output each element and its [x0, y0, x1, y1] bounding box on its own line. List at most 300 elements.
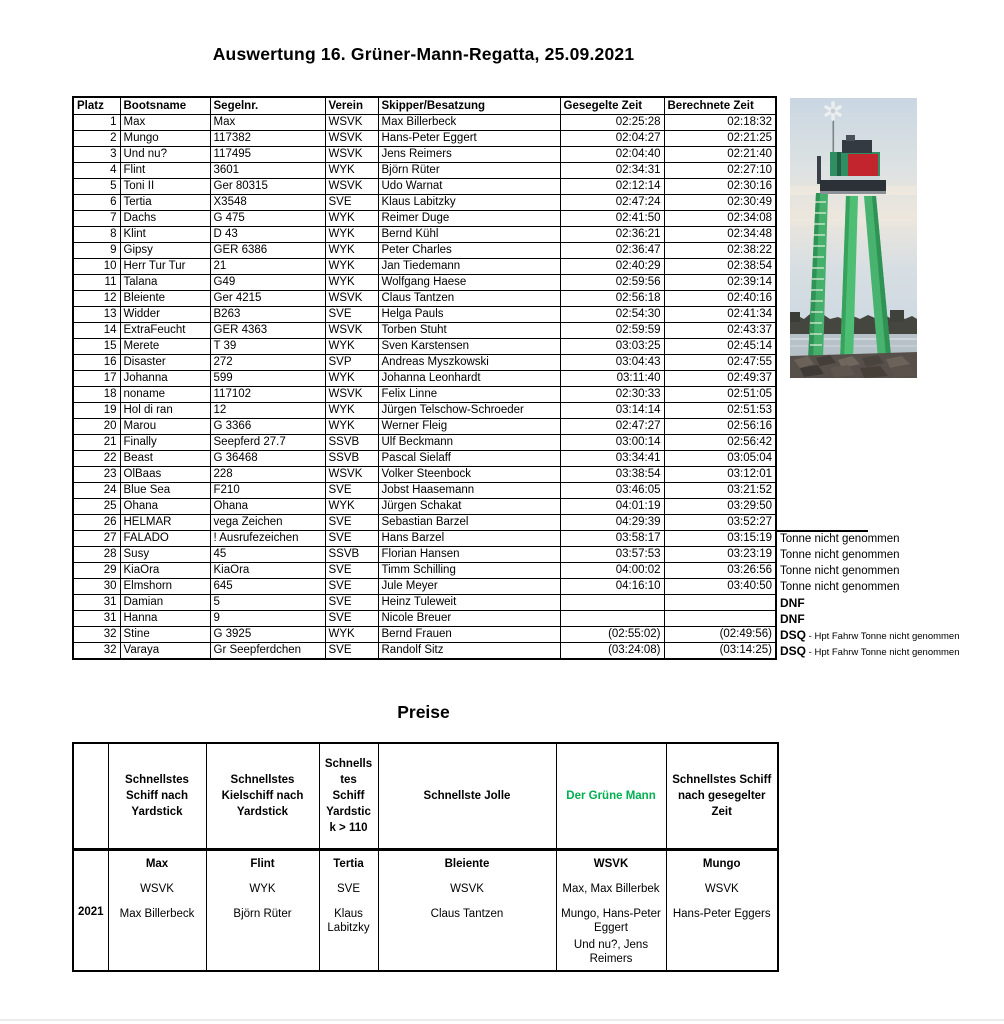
result-cell-boot: Blue Sea	[120, 483, 210, 499]
prize-line: WYK	[249, 883, 276, 895]
result-cell-gz: 03:04:43	[560, 355, 664, 371]
result-cell-segel: GER 4363	[210, 323, 325, 339]
result-row	[73, 387, 776, 403]
result-cell-bz: 02:40:16	[664, 291, 776, 307]
result-row	[73, 371, 776, 387]
result-cell-skipper: Heinz Tuleweit	[378, 595, 560, 611]
result-row	[73, 195, 776, 211]
result-cell-segel: T 39	[210, 339, 325, 355]
result-note	[780, 579, 900, 595]
result-cell-platz: 14	[73, 323, 120, 339]
results-header-cell: Verein	[325, 97, 378, 115]
result-cell-boot: Flint	[120, 163, 210, 179]
result-row	[73, 611, 776, 627]
prize-line: Max Billerbeck	[119, 908, 195, 920]
result-cell-bz: 03:05:04	[664, 451, 776, 467]
result-note-text: - Hpt Fahrw Tonne nicht genommen	[806, 630, 960, 642]
result-cell-segel: GER 6386	[210, 243, 325, 259]
result-cell-boot: Varaya	[120, 643, 210, 660]
result-cell-platz: 16	[73, 355, 120, 371]
result-cell-platz: 27	[73, 531, 120, 547]
result-cell-boot: Mungo	[120, 131, 210, 147]
result-cell-boot: Dachs	[120, 211, 210, 227]
prize-line: WSVK	[450, 883, 484, 895]
result-note-code: DSQ	[780, 627, 807, 642]
result-cell-verein: WYK	[325, 275, 378, 291]
results-header-cell: Skipper/Besatzung	[378, 97, 560, 115]
result-cell-skipper: Max Billerbeck	[378, 115, 560, 131]
result-note-text: Tonne nicht genommen	[780, 580, 900, 593]
result-row	[73, 499, 776, 515]
result-cell-platz: 3	[73, 147, 120, 163]
result-cell-verein: SVE	[325, 563, 378, 579]
result-cell-segel: Ger 80315	[210, 179, 325, 195]
result-cell-verein: WYK	[325, 259, 378, 275]
result-cell-platz: 28	[73, 547, 120, 563]
result-row	[73, 531, 776, 547]
result-row	[73, 419, 776, 435]
result-cell-segel: Max	[210, 115, 325, 131]
result-row	[73, 275, 776, 291]
result-cell-gz: 03:57:53	[560, 547, 664, 563]
result-cell-segel: vega Zeichen	[210, 515, 325, 531]
result-row	[73, 163, 776, 179]
prize-line: Max	[145, 858, 169, 870]
result-cell-bz: 02:56:16	[664, 419, 776, 435]
prize-line: Bleiente	[444, 858, 490, 870]
result-cell-boot: Marou	[120, 419, 210, 435]
result-row	[73, 339, 776, 355]
prize-line: Flint	[250, 858, 275, 870]
prizes-data-row	[73, 850, 778, 972]
result-cell-bz: 03:23:19	[664, 547, 776, 563]
result-cell-platz: 25	[73, 499, 120, 515]
result-cell-bz: 02:38:22	[664, 243, 776, 259]
result-row	[73, 595, 776, 611]
result-cell-verein: WYK	[325, 403, 378, 419]
result-cell-boot: Stine	[120, 627, 210, 643]
result-note-text: Tonne nicht genommen	[780, 548, 900, 561]
result-cell-verein: WYK	[325, 419, 378, 435]
result-cell-segel: D 43	[210, 227, 325, 243]
result-cell-segel: ! Ausrufezeichen	[210, 531, 325, 547]
result-cell-skipper: Johanna Leonhardt	[378, 371, 560, 387]
result-row	[73, 307, 776, 323]
result-cell-boot: Talana	[120, 275, 210, 291]
result-cell-gz: (02:55:02)	[560, 627, 664, 643]
result-cell-gz: 02:36:21	[560, 227, 664, 243]
result-cell-verein: SSVB	[325, 435, 378, 451]
result-cell-platz: 2	[73, 131, 120, 147]
result-cell-skipper: Klaus Labitzky	[378, 195, 560, 211]
result-cell-platz: 22	[73, 451, 120, 467]
result-cell-segel: 5	[210, 595, 325, 611]
result-cell-platz: 13	[73, 307, 120, 323]
result-cell-platz: 11	[73, 275, 120, 291]
result-cell-gz: 04:29:39	[560, 515, 664, 531]
result-cell-bz: 02:49:37	[664, 371, 776, 387]
result-cell-segel: 272	[210, 355, 325, 371]
prize-line: SVE	[336, 883, 360, 895]
result-cell-segel: 3601	[210, 163, 325, 179]
result-cell-platz: 32	[73, 627, 120, 643]
prize-column-header: Schnellste Jolle	[378, 743, 556, 850]
result-cell-platz: 5	[73, 179, 120, 195]
result-cell-gz: 03:34:41	[560, 451, 664, 467]
result-cell-boot: Johanna	[120, 371, 210, 387]
result-cell-segel: G 3925	[210, 627, 325, 643]
result-cell-skipper: Jens Reimers	[378, 147, 560, 163]
result-cell-boot: Widder	[120, 307, 210, 323]
result-cell-verein: WSVK	[325, 115, 378, 131]
result-row	[73, 403, 776, 419]
prize-column-cell	[378, 850, 556, 972]
result-cell-verein: SVE	[325, 595, 378, 611]
result-cell-skipper: Pascal Sielaff	[378, 451, 560, 467]
result-cell-skipper: Jan Tiedemann	[378, 259, 560, 275]
result-cell-verein: SVE	[325, 195, 378, 211]
prize-line: WSVK	[140, 883, 174, 895]
result-cell-segel: G 36468	[210, 451, 325, 467]
result-cell-skipper: Sebastian Barzel	[378, 515, 560, 531]
result-note	[780, 563, 900, 579]
prize-line: Tertia	[333, 858, 364, 870]
prize-column-header: Schnellstes Schiff Yardstick > 110	[319, 743, 378, 850]
result-row	[73, 451, 776, 467]
result-row	[73, 131, 776, 147]
results-table	[72, 96, 777, 660]
result-row	[73, 355, 776, 371]
result-cell-bz: 02:38:54	[664, 259, 776, 275]
result-cell-bz	[664, 595, 776, 611]
result-row	[73, 227, 776, 243]
result-cell-gz: 03:46:05	[560, 483, 664, 499]
prizes-header-row	[73, 743, 778, 850]
result-cell-verein: SVE	[325, 307, 378, 323]
result-cell-gz: 02:34:31	[560, 163, 664, 179]
result-row	[73, 147, 776, 163]
result-row	[73, 483, 776, 499]
prize-column-cell	[556, 850, 666, 972]
result-note-code: DNF	[780, 611, 805, 626]
result-cell-boot: Toni II	[120, 179, 210, 195]
result-note-code: DNF	[780, 595, 805, 610]
result-cell-verein: WSVK	[325, 323, 378, 339]
result-cell-segel: 645	[210, 579, 325, 595]
result-cell-skipper: Bernd Frauen	[378, 627, 560, 643]
prize-line: WSVK	[704, 883, 739, 895]
result-cell-boot: FALADO	[120, 531, 210, 547]
prize-column-cell	[206, 850, 319, 972]
results-header-row	[73, 97, 776, 115]
result-cell-gz: 02:41:50	[560, 211, 664, 227]
result-cell-bz: 03:21:52	[664, 483, 776, 499]
result-cell-segel: 117102	[210, 387, 325, 403]
beacon-photo	[790, 98, 917, 378]
result-cell-gz: 02:12:14	[560, 179, 664, 195]
prize-line: Mungo, Hans-Peter Eggert	[561, 908, 661, 934]
result-cell-gz: 03:11:40	[560, 371, 664, 387]
result-cell-skipper: Nicole Breuer	[378, 611, 560, 627]
result-cell-segel: Ohana	[210, 499, 325, 515]
result-row	[73, 179, 776, 195]
result-note	[780, 595, 805, 611]
result-cell-platz: 10	[73, 259, 120, 275]
result-cell-bz: 02:43:37	[664, 323, 776, 339]
result-cell-skipper: Ulf Beckmann	[378, 435, 560, 451]
result-cell-bz: 03:40:50	[664, 579, 776, 595]
result-cell-segel: 117382	[210, 131, 325, 147]
result-cell-boot: Bleiente	[120, 291, 210, 307]
result-cell-boot: Und nu?	[120, 147, 210, 163]
prize-line: Max, Max Billerbek	[562, 883, 660, 895]
results-header-cell: Segelnr.	[210, 97, 325, 115]
result-cell-skipper: Andreas Myszkowski	[378, 355, 560, 371]
result-cell-platz: 12	[73, 291, 120, 307]
result-cell-boot: Merete	[120, 339, 210, 355]
result-cell-skipper: Bernd Kühl	[378, 227, 560, 243]
green-beacon-illustration	[790, 98, 917, 378]
result-cell-verein: WSVK	[325, 387, 378, 403]
results-table-body	[73, 115, 776, 660]
result-cell-platz: 31	[73, 595, 120, 611]
result-cell-boot: KiaOra	[120, 563, 210, 579]
result-cell-boot: Damian	[120, 595, 210, 611]
result-cell-boot: Klint	[120, 227, 210, 243]
result-cell-verein: SVE	[325, 531, 378, 547]
result-cell-boot: noname	[120, 387, 210, 403]
result-cell-gz: 02:30:33	[560, 387, 664, 403]
result-cell-gz: 02:04:27	[560, 131, 664, 147]
result-note	[780, 531, 900, 547]
result-note-text: Tonne nicht genommen	[780, 564, 900, 577]
result-cell-skipper: Jürgen Schakat	[378, 499, 560, 515]
prize-line: Mungo	[702, 858, 741, 870]
result-cell-skipper: Udo Warnat	[378, 179, 560, 195]
result-cell-gz	[560, 611, 664, 627]
result-row	[73, 515, 776, 531]
result-cell-verein: SVE	[325, 643, 378, 660]
result-cell-boot: Elmshorn	[120, 579, 210, 595]
result-cell-bz: 02:39:14	[664, 275, 776, 291]
prizes-title: Preise	[397, 702, 450, 722]
result-cell-boot: Susy	[120, 547, 210, 563]
results-header-cell: Platz	[73, 97, 120, 115]
result-cell-skipper: Torben Stuht	[378, 323, 560, 339]
result-cell-verein: SVE	[325, 515, 378, 531]
result-cell-verein: WYK	[325, 339, 378, 355]
result-cell-verein: SVP	[325, 355, 378, 371]
result-row	[73, 291, 776, 307]
result-cell-gz: 03:00:14	[560, 435, 664, 451]
result-cell-skipper: Felix Linne	[378, 387, 560, 403]
prize-column-cell	[666, 850, 778, 972]
result-row	[73, 115, 776, 131]
result-note-code: DSQ	[780, 643, 807, 658]
beacon-roof-box	[842, 140, 872, 153]
result-cell-platz: 17	[73, 371, 120, 387]
result-cell-bz: 02:51:05	[664, 387, 776, 403]
result-cell-segel: G 3366	[210, 419, 325, 435]
page-bottom-divider	[0, 1019, 1004, 1021]
result-cell-bz: 02:56:42	[664, 435, 776, 451]
result-note	[780, 611, 805, 627]
result-row	[73, 259, 776, 275]
result-cell-platz: 30	[73, 579, 120, 595]
result-cell-bz: 03:52:27	[664, 515, 776, 531]
result-cell-bz: 02:45:14	[664, 339, 776, 355]
result-cell-skipper: Jürgen Telschow-Schroeder	[378, 403, 560, 419]
result-cell-verein: WSVK	[325, 147, 378, 163]
result-cell-gz: 02:47:24	[560, 195, 664, 211]
result-cell-skipper: Claus Tantzen	[378, 291, 560, 307]
result-cell-platz: 4	[73, 163, 120, 179]
beacon-mast	[833, 116, 835, 152]
result-cell-verein: WYK	[325, 627, 378, 643]
result-cell-boot: Ohana	[120, 499, 210, 515]
result-cell-gz: 03:14:14	[560, 403, 664, 419]
result-cell-segel: 12	[210, 403, 325, 419]
prize-line: Klaus Labitzky	[327, 908, 370, 934]
result-cell-gz: 02:04:40	[560, 147, 664, 163]
prizes-corner-cell	[73, 743, 108, 850]
prize-column-header: Schnellstes Schiff nach Yardstick	[108, 743, 206, 850]
result-cell-bz: 02:34:08	[664, 211, 776, 227]
prizes-year-cell: 2021	[73, 850, 108, 972]
result-row	[73, 211, 776, 227]
result-row	[73, 435, 776, 451]
result-cell-bz: 02:27:10	[664, 163, 776, 179]
result-cell-bz: 03:15:19	[664, 531, 776, 547]
result-row	[73, 243, 776, 259]
result-cell-segel: 45	[210, 547, 325, 563]
result-cell-boot: Finally	[120, 435, 210, 451]
result-cell-bz: 02:47:55	[664, 355, 776, 371]
result-cell-segel: G49	[210, 275, 325, 291]
result-cell-boot: Hanna	[120, 611, 210, 627]
result-cell-skipper: Timm Schilling	[378, 563, 560, 579]
result-cell-bz: 02:21:25	[664, 131, 776, 147]
result-cell-skipper: Reimer Duge	[378, 211, 560, 227]
result-cell-gz: 04:01:19	[560, 499, 664, 515]
result-cell-skipper: Wolfgang Haese	[378, 275, 560, 291]
result-cell-platz: 21	[73, 435, 120, 451]
result-cell-platz: 7	[73, 211, 120, 227]
result-cell-platz: 29	[73, 563, 120, 579]
result-cell-platz: 24	[73, 483, 120, 499]
result-cell-bz: 03:26:56	[664, 563, 776, 579]
result-cell-segel: Gr Seepferdchen	[210, 643, 325, 660]
results-header-cell: Gesegelte Zeit	[560, 97, 664, 115]
result-cell-verein: WYK	[325, 163, 378, 179]
result-cell-boot: Tertia	[120, 195, 210, 211]
result-cell-boot: OlBaas	[120, 467, 210, 483]
result-cell-skipper: Werner Fleig	[378, 419, 560, 435]
result-cell-gz: 03:38:54	[560, 467, 664, 483]
result-cell-segel: B263	[210, 307, 325, 323]
result-cell-verein: WSVK	[325, 467, 378, 483]
result-cell-platz: 19	[73, 403, 120, 419]
result-row	[73, 627, 776, 643]
prize-line: WSVK	[593, 858, 629, 870]
prize-line: Und nu?, Jens Reimers	[573, 939, 649, 965]
result-cell-gz: 02:54:30	[560, 307, 664, 323]
result-cell-gz: 02:59:56	[560, 275, 664, 291]
prize-column-cell	[108, 850, 206, 972]
result-cell-bz: 03:29:50	[664, 499, 776, 515]
result-cell-segel: 21	[210, 259, 325, 275]
result-cell-skipper: Hans Barzel	[378, 531, 560, 547]
result-cell-platz: 6	[73, 195, 120, 211]
result-cell-platz: 15	[73, 339, 120, 355]
result-cell-gz: 03:03:25	[560, 339, 664, 355]
result-cell-bz: 02:30:16	[664, 179, 776, 195]
result-cell-skipper: Jule Meyer	[378, 579, 560, 595]
result-row	[73, 323, 776, 339]
result-cell-gz	[560, 595, 664, 611]
prize-column-header: Schnellstes Kielschiff nach Yardstick	[206, 743, 319, 850]
result-cell-bz: 02:18:32	[664, 115, 776, 131]
result-note	[780, 627, 960, 643]
result-cell-platz: 32	[73, 643, 120, 660]
result-cell-gz: 02:47:27	[560, 419, 664, 435]
result-cell-boot: Herr Tur Tur	[120, 259, 210, 275]
result-cell-bz: 02:41:34	[664, 307, 776, 323]
result-note-text: - Hpt Fahrw Tonne nicht genommen	[806, 646, 960, 658]
result-cell-segel: 228	[210, 467, 325, 483]
result-cell-platz: 23	[73, 467, 120, 483]
page-title: Auswertung 16. Grüner-Mann-Regatta, 25.09.2021	[212, 44, 635, 64]
result-cell-verein: WSVK	[325, 179, 378, 195]
result-cell-boot: ExtraFeucht	[120, 323, 210, 339]
result-cell-platz: 20	[73, 419, 120, 435]
result-cell-platz: 8	[73, 227, 120, 243]
result-cell-verein: WYK	[325, 243, 378, 259]
result-cell-platz: 9	[73, 243, 120, 259]
result-cell-bz: 02:21:40	[664, 147, 776, 163]
result-cell-platz: 26	[73, 515, 120, 531]
result-cell-platz: 31	[73, 611, 120, 627]
result-cell-gz: 03:58:17	[560, 531, 664, 547]
result-cell-skipper: Florian Hansen	[378, 547, 560, 563]
prize-column-header: Der Grüne Mann	[556, 743, 666, 850]
results-header-cell: Berechnete Zeit	[664, 97, 776, 115]
result-cell-verein: SVE	[325, 483, 378, 499]
result-cell-bz: (02:49:56)	[664, 627, 776, 643]
result-cell-segel: G 475	[210, 211, 325, 227]
result-cell-segel: Seepferd 27.7	[210, 435, 325, 451]
result-cell-verein: WYK	[325, 211, 378, 227]
prize-line: Björn Rüter	[233, 908, 292, 920]
result-cell-verein: WSVK	[325, 131, 378, 147]
result-cell-gz: (03:24:08)	[560, 643, 664, 660]
result-cell-boot: Disaster	[120, 355, 210, 371]
result-cell-verein: WYK	[325, 371, 378, 387]
result-cell-bz	[664, 611, 776, 627]
result-note	[780, 643, 960, 660]
result-cell-segel: 117495	[210, 147, 325, 163]
prize-line: Claus Tantzen	[430, 908, 504, 920]
result-cell-skipper: Randolf Sitz	[378, 643, 560, 660]
result-cell-verein: WSVK	[325, 291, 378, 307]
beacon-red-panel	[848, 154, 878, 176]
result-cell-segel: Ger 4215	[210, 291, 325, 307]
result-cell-gz: 02:56:18	[560, 291, 664, 307]
result-row	[73, 563, 776, 579]
result-cell-gz: 02:40:29	[560, 259, 664, 275]
result-cell-skipper: Hans-Peter Eggert	[378, 131, 560, 147]
result-row	[73, 579, 776, 595]
